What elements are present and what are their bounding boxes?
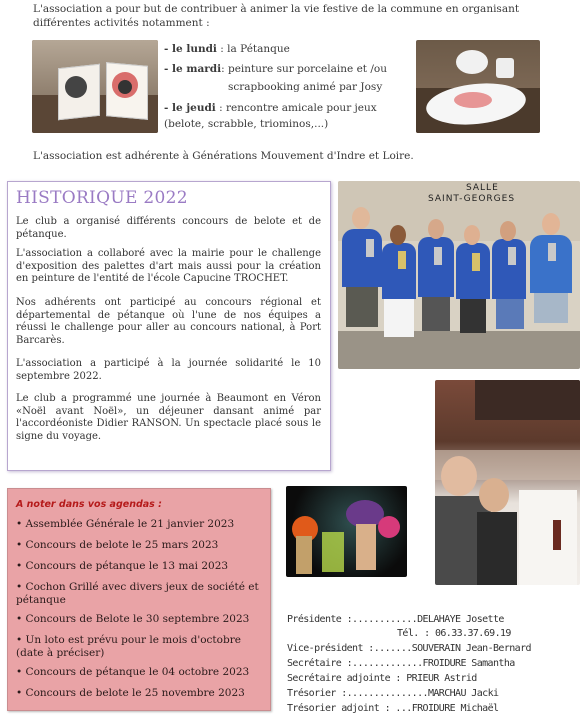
photo-petanque-team bbox=[338, 181, 580, 369]
historique-box bbox=[7, 181, 331, 471]
activity-mardi: - le mardi: peinture sur porcelaine et /ou bbox=[164, 63, 387, 75]
agenda-title: A noter dans vos agendas : bbox=[16, 499, 162, 510]
board-president: Présidente :............DELAHAYE Josette bbox=[287, 614, 504, 625]
board-vice-president: Vice-président :.......SOUVERAIN Jean-Bernard bbox=[287, 643, 531, 654]
activity-jeudi-cont: (belote, scrabble, triominos,...) bbox=[164, 118, 329, 130]
board-phone: Tél. : 06.33.37.69.19 bbox=[397, 628, 511, 639]
photo-show-dancers bbox=[286, 486, 407, 577]
photo-scrapbooking-cards bbox=[32, 40, 158, 133]
historique-paragraph-5: Le club a programmé une journée à Beaumont en Véron «Noël avant Noël», un déjeuner dansant animé par l'accordéoniste Didier RANSON. Un spectacle placé sous le signe du voyage. bbox=[16, 393, 321, 442]
board-treasurer-deputy: Trésorier adjoint : ...FROIDURE Michaël bbox=[287, 703, 499, 714]
agenda-item: • Un loto est prévu pour le mois d'octobre (date à préciser) bbox=[16, 634, 241, 659]
agenda-list bbox=[16, 518, 266, 708]
agenda-item: • Cochon Grillé avec divers jeux de société et pétanque bbox=[16, 581, 259, 606]
activity-mardi-cont: scrapbooking animé par Josy bbox=[228, 81, 383, 93]
membership-text: L'association est adhérente à Générations Mouvement d'Indre et Loire. bbox=[33, 150, 414, 162]
photo-porcelain bbox=[416, 40, 540, 133]
agenda-item: • Concours de pétanque le 13 mai 2023 bbox=[16, 560, 229, 572]
agenda-box bbox=[7, 488, 271, 711]
intro-line-2: différentes activités notamment : bbox=[33, 17, 210, 29]
sign-salle: SALLE bbox=[466, 183, 499, 193]
agenda-item: • Concours de belote le 25 mars 2023 bbox=[16, 539, 219, 551]
agenda-item: • Concours de pétanque le 04 octobre 2023 bbox=[16, 666, 250, 678]
agenda-item: • Concours de belote le 25 novembre 2023 bbox=[16, 687, 245, 699]
historique-paragraph-4: L'association a participé à la journée solidarité le 10 septembre 2022. bbox=[16, 358, 321, 382]
sign-saint-georges: SAINT-GEORGES bbox=[428, 194, 516, 204]
historique-paragraph-1: Le club a organisé différents concours de belote et de pétanque. bbox=[16, 216, 321, 240]
historique-paragraph-3: Nos adhérents ont participé au concours régional et départemental de pétanque où l'une de nos équipes a réussi le challenge pour aller au concours national, à Port Barcarès. bbox=[16, 297, 321, 346]
agenda-item: • Assemblée Générale le 21 janvier 2023 bbox=[16, 518, 235, 530]
board-treasurer: Trésorier :...............MARCHAU Jacki bbox=[287, 688, 499, 699]
historique-paragraph-2: L'association a collaboré avec la mairie pour le challenge d'exposition des palettes d'art mais aussi pour la création en peinture de l'entité de l'école Capucine TROCHET. bbox=[16, 248, 321, 284]
intro-line-1: L'association a pour but de contribuer à animer la vie festive de la commune en organisant bbox=[33, 3, 520, 15]
activity-lundi: - le lundi : la Pétanque bbox=[164, 43, 290, 55]
activity-jeudi: - le jeudi : rencontre amicale pour jeux bbox=[164, 102, 377, 114]
photo-banquet bbox=[435, 380, 580, 585]
historique-title: HISTORIQUE 2022 bbox=[16, 188, 188, 208]
board-secretary: Secrétaire :.............FROIDURE Samantha bbox=[287, 658, 515, 669]
agenda-item: • Concours de Belote le 30 septembre 2023 bbox=[16, 613, 250, 625]
board-secretary-deputy: Secrétaire adjointe : PRIEUR Astrid bbox=[287, 673, 477, 684]
